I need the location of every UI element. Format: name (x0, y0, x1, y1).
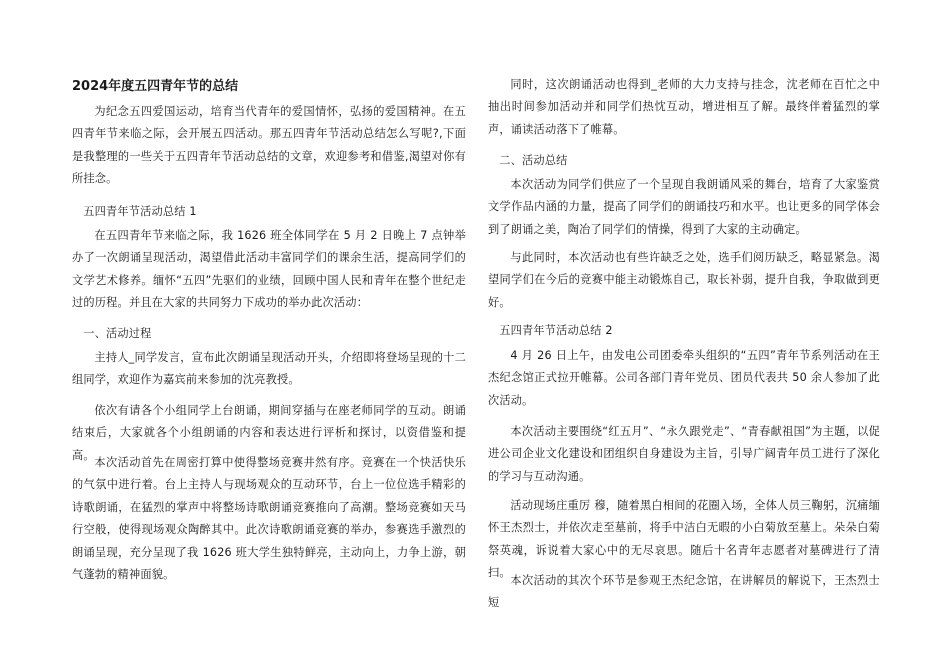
summary-2-paragraph-4: 本次活动的其次个环节是参观王杰纪念馆，在讲解员的解说下，王杰烈士短 (488, 574, 880, 610)
intro-paragraph: 为纪念五四爱国运动，培育当代青年的爱国情怀，弘扬的爱国精神。在五四青年节来临之际，会开展五四活动。那五四青年节活动总结怎么写呢?,下面是我整理的一些关于五四青年节活动总结的文章，欢迎参考和借鉴,渴望对你有所挂念。 (72, 105, 466, 186)
summary-1-paragraph-3: 依次有请各个小组同学上台朗诵，期间穿插与在座老师同学的互动。朗诵结束后，大家就各个小组朗诵的内容和表达进行评析和探讨，以资借鉴和提高。 (72, 404, 466, 462)
section-heading-summary-2: 五四青年节活动总结 2 (499, 324, 613, 337)
subheading-activity-process: 一、活动过程 (83, 327, 152, 340)
summary-1-paragraph-2: 主持人_同学发言，宣布此次朗诵呈现活动开头，介绍即将登场呈现的十二组同学，欢迎作为嘉宾前来参加的沈亮教授。 (72, 351, 466, 387)
subheading-activity-summary: 二、活动总结 (499, 154, 568, 167)
section-heading-summary-1: 五四青年节活动总结 1 (83, 205, 197, 218)
summary-1-paragraph-6: 本次活动为同学们供应了一个呈现自我朗诵风采的舞台，培育了大家鉴赏文学作品内涵的力量，提高了同学们的朗诵技巧和水平。也让更多的同学体会到了朗诵之美，陶冶了同学们的情操，得到了大家的主动确定。 (488, 178, 880, 236)
summary-2-paragraph-3: 活动现场庄重厉 穆，随着黑白相间的花圈入场，全体人员三鞠躬，沉痛缅怀王杰烈士，并依次走至墓前，将手中洁白无暇的小白菊放至墓上。朵朵白菊祭英魂，诉说着大家心中的无尽哀思。随后十名青年志愿者对墓碑进行了清扫。 (488, 499, 880, 580)
summary-1-paragraph-5: 同时，这次朗诵活动也得到_老师的大力支持与挂念，沈老师在百忙之中抽出时间参加活动并和同学们热忱互动，增进相互了解。最终伴着猛烈的掌声，诵读活动落下了帷幕。 (488, 78, 880, 136)
summary-1-paragraph-1: 在五四青年节来临之际，我 1626 班全体同学在 5 月 2 日晚上 7 点钟举办了一次朗诵呈现活动，渴望借此活动丰富同学们的课余生活，提高同学们的文学艺术修养。缅怀“五四”先驱们的业绩，回顾中国人民和青年在整个世纪走过的历程。并且在大家的共同努力下成功的举办此次活动： (72, 229, 466, 310)
summary-1-paragraph-7: 与此同时，本次活动也有些许缺乏之处，选手们阅历缺乏，略显紧急。渴望同学们在今后的竞赛中能主动锻炼自己，取长补弱，提升自我，争取做到更好。 (488, 251, 880, 309)
summary-2-paragraph-2: 本次活动主要围绕“红五月”、“永久跟党走”、“青春献祖国”为主题，以促进公司企业文化建设和团组织自身建设为主旨，引导广阔青年员工进行了深化的学习与互动沟通。 (488, 425, 880, 483)
summary-1-paragraph-4: 本次活动首先在周密打算中使得整场竞赛井然有序。竞赛在一个快活快乐的气氛中进行着。台上主持人与现场观众的互动环节，台上一位位选手精彩的诗歌朗诵，在猛烈的掌声中将整场诗歌朗诵竞赛推向了高潮。整场竞赛如天马行空般，使得现场观众陶醉其中。此次诗歌朗诵竞赛的举办，参赛选手激烈的朗诵呈现，充分呈现了我 1626 班大学生独特鲜亮，主动向上，力争上游，朝气蓬勃的精神面貌。 (72, 456, 466, 582)
summary-2-paragraph-1: 4 月 26 日上午，由发电公司团委牵头组织的“五四”青年节系列活动在王杰纪念馆正式拉开帷幕。公司各部门青年党员、团员代表共 50 余人参加了此次活动。 (488, 349, 880, 407)
document-title: 2024年度五四青年节的总结 (72, 79, 239, 94)
